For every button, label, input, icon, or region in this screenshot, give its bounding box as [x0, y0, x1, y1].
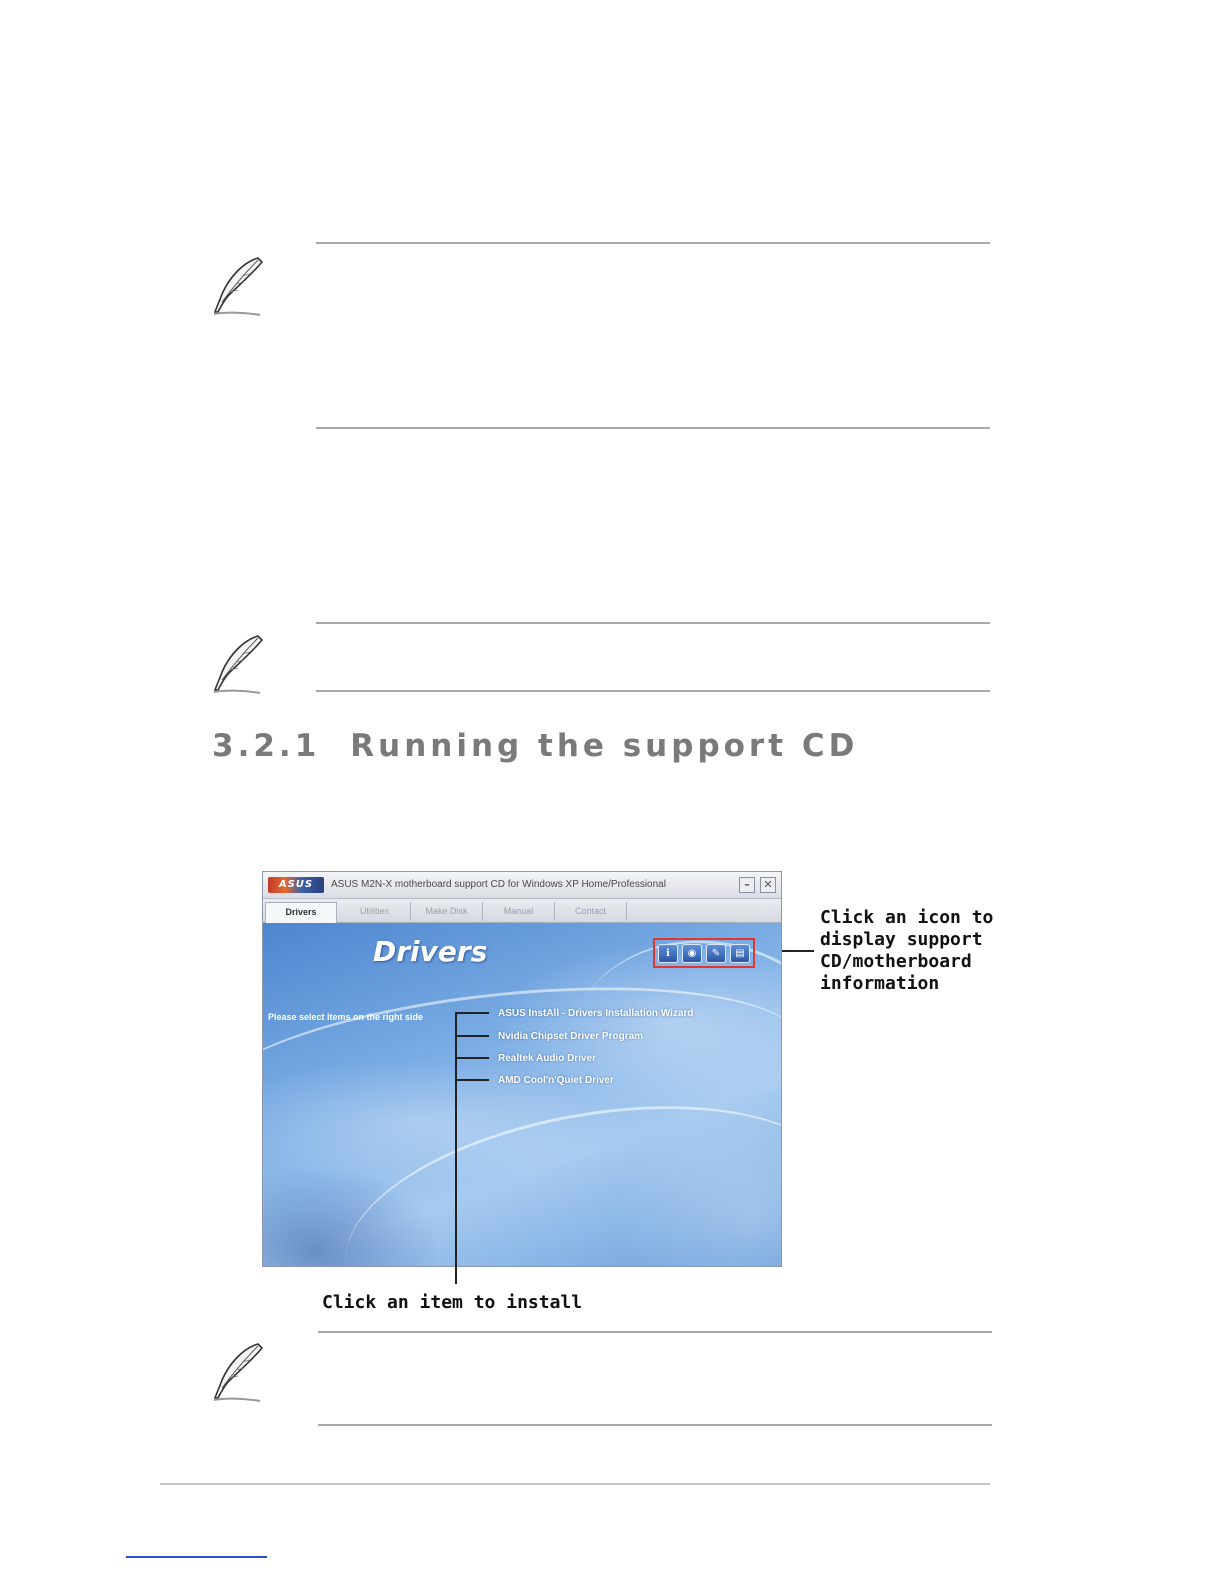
minimize-button[interactable]: –: [739, 877, 755, 893]
tab-make-disk[interactable]: Make Disk: [411, 902, 483, 921]
section-title: Running the support CD: [350, 728, 859, 764]
note-top-rule-3: [318, 1331, 992, 1333]
callout-tick: [455, 1079, 489, 1081]
readme-icon[interactable]: ▤: [730, 944, 750, 963]
select-prompt: Please select items on the right side: [268, 1012, 424, 1022]
callout-tick: [455, 1057, 489, 1059]
footer-link-underline: [126, 1556, 267, 1558]
support-cd-window: [262, 871, 782, 1267]
tab-bar: [263, 899, 781, 923]
feather-pen-icon: [208, 254, 270, 318]
section-heading: [212, 728, 858, 764]
driver-item-nvidia-chipset[interactable]: Nvidia Chipset Driver Program: [498, 1031, 644, 1042]
info-icons-highlight: [653, 938, 755, 968]
icon-callout-line-2: display support: [820, 929, 983, 950]
browse-icon[interactable]: ✎: [706, 944, 726, 963]
callout-tick: [455, 1012, 489, 1014]
panel-title: Drivers: [373, 935, 488, 968]
icon-callout-line-1: Click an icon to: [820, 907, 994, 928]
window-title: ASUS M2N-X motherboard support CD for Windows XP Home/Professional: [331, 879, 666, 890]
tab-utilities[interactable]: Utilities: [339, 902, 411, 921]
driver-item-amd-cool-quiet[interactable]: AMD Cool'n'Quiet Driver: [498, 1075, 614, 1086]
icon-callout-line: [782, 950, 814, 952]
asus-logo: ASUS: [268, 877, 324, 893]
note-bottom-rule-2: [316, 690, 990, 692]
drivers-panel: [263, 923, 781, 1267]
tab-contact[interactable]: Contact: [555, 902, 627, 921]
icon-callout-label: [820, 907, 993, 995]
window-titlebar: [263, 872, 781, 899]
icon-callout-line-3: CD/motherboard: [820, 951, 972, 972]
item-callout-label: Click an item to install: [322, 1292, 583, 1313]
note-bottom-rule-3: [318, 1424, 992, 1426]
callout-vertical-line: [455, 1012, 457, 1284]
feather-pen-icon: [208, 1340, 270, 1404]
close-button[interactable]: ✕: [760, 877, 776, 893]
feather-pen-icon: [208, 632, 270, 696]
driver-item-asus-install[interactable]: ASUS InstAll - Drivers Installation Wizard: [498, 1008, 694, 1019]
tab-drivers[interactable]: Drivers: [265, 902, 337, 923]
driver-item-realtek-audio[interactable]: Realtek Audio Driver: [498, 1053, 596, 1064]
callout-tick: [455, 1035, 489, 1037]
icon-callout-line-4: information: [820, 973, 940, 994]
note-top-rule-1: [316, 242, 990, 244]
tab-manual[interactable]: Manual: [483, 902, 555, 921]
footer-rule: [160, 1483, 990, 1485]
cd-icon[interactable]: ◉: [682, 944, 702, 963]
section-number: 3.2.1: [212, 728, 321, 764]
info-icon[interactable]: ℹ: [658, 944, 678, 963]
note-top-rule-2: [316, 622, 990, 624]
note-bottom-rule-1: [316, 427, 990, 429]
